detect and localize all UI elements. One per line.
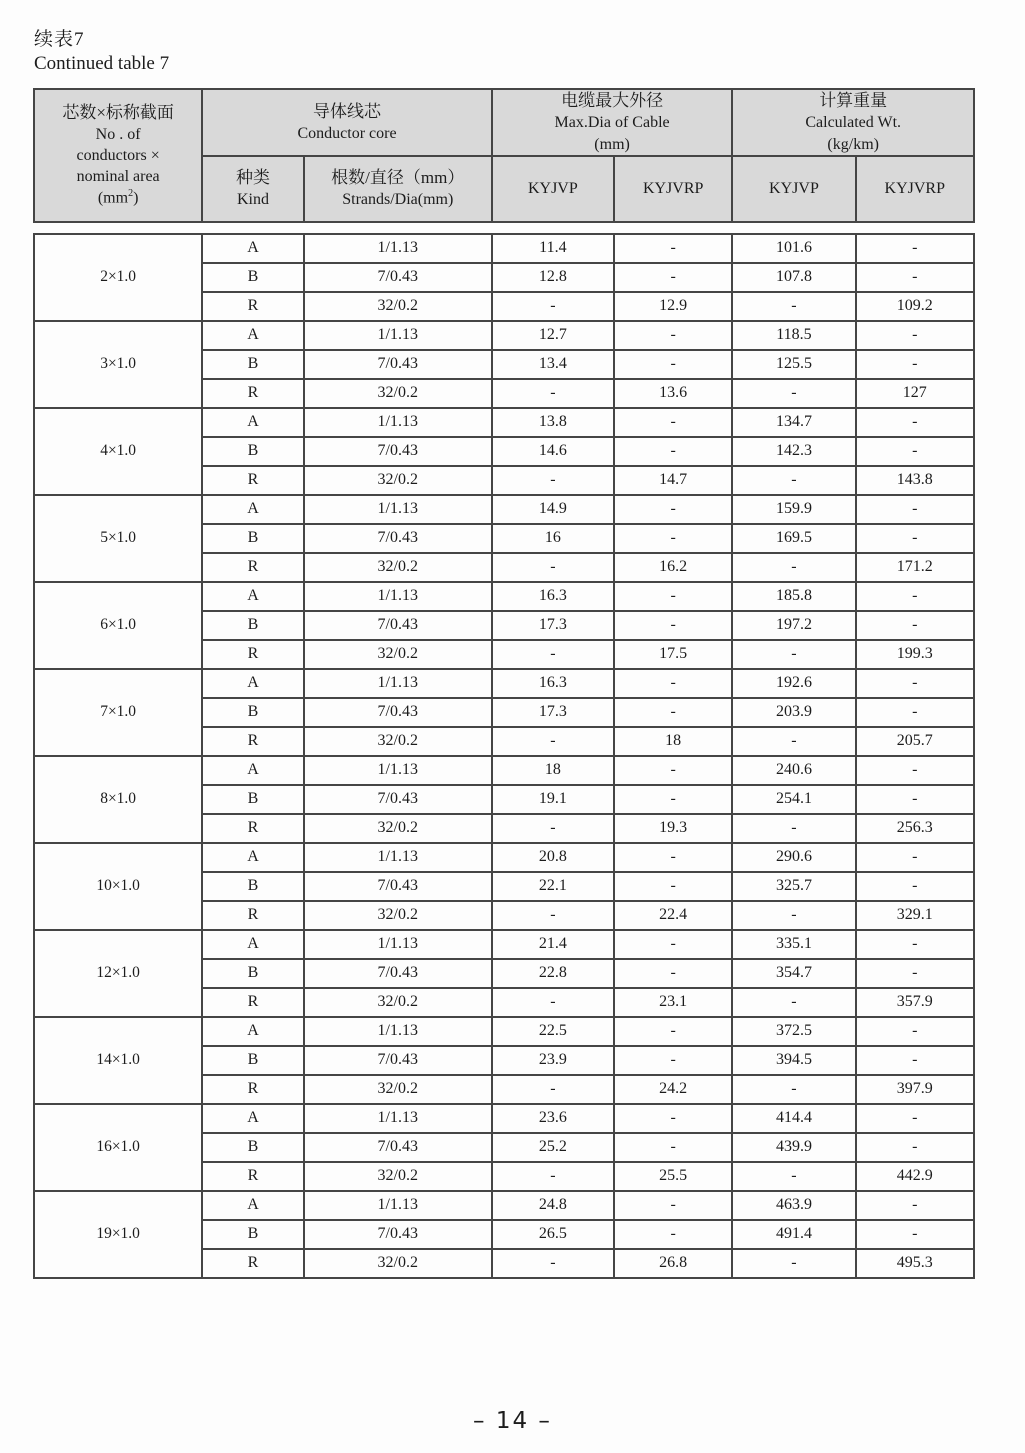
cell-kind: B [202,263,304,292]
spec-table [33,88,975,1279]
cell-wt-kyjvrp: - [856,321,974,350]
cell-dia-kyjvp: - [492,1249,614,1278]
cell-wt-kyjvp: 125.5 [732,350,855,379]
cell-wt-kyjvrp: - [856,959,974,988]
cell-wt-kyjvp: 463.9 [732,1191,855,1220]
cell-dia-kyjvp: 23.6 [492,1104,614,1133]
cell-dia-kyjvrp: - [614,843,732,872]
cell-wt-kyjvp: 107.8 [732,263,855,292]
cell-dia-kyjvrp: - [614,582,732,611]
cell-strands: 32/0.2 [304,1249,492,1278]
cell-wt-kyjvp: 335.1 [732,930,855,959]
header-kind-en: Kind [237,191,269,209]
cell-wt-kyjvp: - [732,901,855,930]
cell-strands: 1/1.13 [304,756,492,785]
header-kind [202,156,304,222]
cell-kind: R [202,1075,304,1104]
cell-dia-kyjvp: 24.8 [492,1191,614,1220]
cell-dia-kyjvp: - [492,727,614,756]
header-wt-kyjvp: KYJVP [732,156,855,222]
cell-kind: A [202,321,304,350]
cell-dia-kyjvrp: 17.5 [614,640,732,669]
header-conductor-core-en: Conductor core [297,124,397,142]
cell-wt-kyjvp: 290.6 [732,843,855,872]
cell-strands: 1/1.13 [304,1104,492,1133]
cell-wt-kyjvrp: 329.1 [856,901,974,930]
cell-wt-kyjvrp: - [856,1046,974,1075]
cell-strands: 32/0.2 [304,292,492,321]
cell-strands: 32/0.2 [304,988,492,1017]
cell-dia-kyjvrp: 22.4 [614,901,732,930]
cell-wt-kyjvp: 325.7 [732,872,855,901]
cell-wt-kyjvp: 414.4 [732,1104,855,1133]
page-titles [34,28,169,76]
cell-strands: 7/0.43 [304,350,492,379]
table-row [34,930,974,959]
cell-strands: 32/0.2 [304,553,492,582]
cell-dia-kyjvp: 26.5 [492,1220,614,1249]
header-strands [304,156,492,222]
header-max-dia-cn: 电缆最大外径 [561,91,664,110]
cell-strands: 1/1.13 [304,321,492,350]
cell-wt-kyjvp: 197.2 [732,611,855,640]
spec-table-body [33,233,975,1279]
cell-wt-kyjvp: - [732,640,855,669]
cell-wt-kyjvp: 203.9 [732,698,855,727]
cell-wt-kyjvrp: 171.2 [856,553,974,582]
cell-dia-kyjvp: 19.1 [492,785,614,814]
table-body [34,234,974,1278]
cell-kind: A [202,234,304,263]
cell-wt-kyjvrp: 256.3 [856,814,974,843]
cell-wt-kyjvrp: 397.9 [856,1075,974,1104]
cell-wt-kyjvrp: - [856,437,974,466]
cell-strands: 32/0.2 [304,1162,492,1191]
cell-dia-kyjvrp: - [614,611,732,640]
cell-wt-kyjvp: - [732,292,855,321]
cell-strands: 1/1.13 [304,408,492,437]
table-row [34,234,974,263]
cell-kind: B [202,1133,304,1162]
header-max-dia-en: Max.Dia of Cable [554,114,670,132]
cell-wt-kyjvp: - [732,988,855,1017]
cell-dia-kyjvp: 13.8 [492,408,614,437]
table-row [34,669,974,698]
cell-dia-kyjvrp: - [614,959,732,988]
cell-dia-kyjvrp: - [614,437,732,466]
header-conductors-area-en3: nominal area [76,168,160,186]
cell-strands: 32/0.2 [304,901,492,930]
cell-wt-kyjvrp: - [856,698,974,727]
cell-dia-kyjvp: - [492,553,614,582]
cell-wt-kyjvrp: - [856,669,974,698]
table-row [34,495,974,524]
cell-dia-kyjvp: 23.9 [492,1046,614,1075]
header-max-dia [492,89,733,156]
cell-wt-kyjvrp: - [856,1191,974,1220]
header-calc-wt-unit: (kg/km) [827,135,879,153]
cell-dia-kyjvp: 17.3 [492,698,614,727]
cell-strands: 7/0.43 [304,1133,492,1162]
cell-wt-kyjvrp: - [856,263,974,292]
cell-dia-kyjvrp: 19.3 [614,814,732,843]
cell-wt-kyjvp: 354.7 [732,959,855,988]
cell-dia-kyjvrp: 14.7 [614,466,732,495]
cell-wt-kyjvrp: 357.9 [856,988,974,1017]
header-strands-cn: 根数/直径（mm） [331,167,465,187]
cell-wt-kyjvrp: - [856,495,974,524]
group-label: 19×1.0 [34,1191,202,1278]
cell-dia-kyjvp: 16.3 [492,582,614,611]
cell-wt-kyjvp: 142.3 [732,437,855,466]
group-label: 4×1.0 [34,408,202,495]
cell-kind: R [202,1162,304,1191]
cell-strands: 1/1.13 [304,930,492,959]
cell-dia-kyjvp: 21.4 [492,930,614,959]
group-label: 12×1.0 [34,930,202,1017]
cell-dia-kyjvp: 13.4 [492,350,614,379]
title-chinese: 续表7 [34,29,85,50]
cell-kind: R [202,901,304,930]
group-label: 7×1.0 [34,669,202,756]
cell-dia-kyjvrp: - [614,1220,732,1249]
cell-dia-kyjvp: 14.6 [492,437,614,466]
cell-dia-kyjvrp: - [614,669,732,698]
cell-wt-kyjvp: 134.7 [732,408,855,437]
table-row [34,582,974,611]
header-conductors-area-en2: conductors × [76,147,160,165]
cell-kind: A [202,1017,304,1046]
group-label: 8×1.0 [34,756,202,843]
cell-dia-kyjvp: - [492,901,614,930]
group-label: 5×1.0 [34,495,202,582]
cell-kind: A [202,1191,304,1220]
cell-dia-kyjvrp: 26.8 [614,1249,732,1278]
cell-wt-kyjvrp: - [856,1133,974,1162]
cell-wt-kyjvrp: - [856,611,974,640]
cell-kind: B [202,350,304,379]
cell-wt-kyjvrp: - [856,1017,974,1046]
cell-kind: R [202,727,304,756]
cell-wt-kyjvp: 240.6 [732,756,855,785]
cell-dia-kyjvp: 18 [492,756,614,785]
cell-strands: 7/0.43 [304,1046,492,1075]
cell-wt-kyjvp: - [732,553,855,582]
cell-dia-kyjvp: 12.8 [492,263,614,292]
group-label: 10×1.0 [34,843,202,930]
cell-wt-kyjvp: 372.5 [732,1017,855,1046]
header-conductors-area [34,89,202,222]
cell-kind: B [202,959,304,988]
cell-kind: A [202,669,304,698]
cell-strands: 1/1.13 [304,234,492,263]
cell-kind: A [202,930,304,959]
cell-dia-kyjvp: 16 [492,524,614,553]
cell-dia-kyjvrp: 16.2 [614,553,732,582]
cell-dia-kyjvp: 20.8 [492,843,614,872]
cell-wt-kyjvrp: 199.3 [856,640,974,669]
cell-wt-kyjvrp: - [856,843,974,872]
cell-wt-kyjvp: 159.9 [732,495,855,524]
cell-dia-kyjvrp: - [614,1046,732,1075]
header-kind-cn: 种类 [236,167,270,187]
cell-strands: 32/0.2 [304,1075,492,1104]
cell-kind: B [202,437,304,466]
cell-kind: R [202,988,304,1017]
cell-wt-kyjvp: - [732,379,855,408]
cell-dia-kyjvp: - [492,466,614,495]
cell-wt-kyjvrp: 205.7 [856,727,974,756]
cell-wt-kyjvrp: - [856,582,974,611]
cell-strands: 7/0.43 [304,698,492,727]
cell-wt-kyjvrp: - [856,1104,974,1133]
cell-dia-kyjvrp: - [614,408,732,437]
cell-wt-kyjvp: 439.9 [732,1133,855,1162]
header-calc-wt [732,89,974,156]
header-strands-en: Strands/Dia(mm) [342,191,454,209]
cell-wt-kyjvp: 394.5 [732,1046,855,1075]
cell-kind: R [202,1249,304,1278]
cell-dia-kyjvrp: - [614,1017,732,1046]
table-row [34,843,974,872]
cell-dia-kyjvrp: - [614,698,732,727]
cell-dia-kyjvrp: - [614,930,732,959]
cell-wt-kyjvrp: - [856,524,974,553]
cell-strands: 1/1.13 [304,582,492,611]
cell-kind: B [202,1220,304,1249]
cell-wt-kyjvrp: - [856,350,974,379]
cell-dia-kyjvrp: 23.1 [614,988,732,1017]
cell-kind: A [202,756,304,785]
cell-strands: 7/0.43 [304,785,492,814]
cell-wt-kyjvp: - [732,1162,855,1191]
cell-kind: B [202,611,304,640]
cell-strands: 7/0.43 [304,263,492,292]
header-conductors-area-cn: 芯数×标称截面 [62,102,174,122]
header-dia-kyjvrp: KYJVRP [614,156,732,222]
cell-wt-kyjvp: 101.6 [732,234,855,263]
cell-strands: 7/0.43 [304,524,492,553]
cell-dia-kyjvrp: 13.6 [614,379,732,408]
cell-wt-kyjvrp: - [856,930,974,959]
cell-dia-kyjvp: - [492,379,614,408]
header-calc-wt-en: Calculated Wt. [805,114,902,132]
cell-dia-kyjvp: - [492,1162,614,1191]
cell-kind: R [202,292,304,321]
cell-wt-kyjvp: 254.1 [732,785,855,814]
cell-wt-kyjvrp: - [856,785,974,814]
cell-strands: 1/1.13 [304,1017,492,1046]
header-conductors-area-unit: $(mm^2)$ [97,188,139,207]
cell-dia-kyjvrp: - [614,234,732,263]
cell-dia-kyjvp: 12.7 [492,321,614,350]
cell-dia-kyjvrp: - [614,321,732,350]
cell-strands: 32/0.2 [304,379,492,408]
cell-kind: A [202,582,304,611]
cell-kind: B [202,524,304,553]
cell-strands: 1/1.13 [304,669,492,698]
cell-dia-kyjvp: 14.9 [492,495,614,524]
cell-strands: 7/0.43 [304,611,492,640]
cell-kind: A [202,408,304,437]
cell-wt-kyjvrp: 127 [856,379,974,408]
cell-wt-kyjvrp: - [856,408,974,437]
cell-dia-kyjvp: 11.4 [492,234,614,263]
cell-dia-kyjvrp: - [614,263,732,292]
cell-dia-kyjvp: - [492,640,614,669]
cell-wt-kyjvp: - [732,1249,855,1278]
cell-wt-kyjvp: - [732,466,855,495]
cell-wt-kyjvp: 118.5 [732,321,855,350]
header-conductor-core-cn: 导体线芯 [313,101,381,121]
cell-wt-kyjvrp: - [856,756,974,785]
cell-strands: 1/1.13 [304,1191,492,1220]
cell-wt-kyjvrp: 495.3 [856,1249,974,1278]
cell-dia-kyjvrp: - [614,495,732,524]
cell-dia-kyjvrp: - [614,872,732,901]
group-label: 2×1.0 [34,234,202,321]
cell-wt-kyjvrp: 143.8 [856,466,974,495]
cell-wt-kyjvrp: 442.9 [856,1162,974,1191]
cell-strands: 7/0.43 [304,872,492,901]
cell-kind: B [202,872,304,901]
cell-kind: B [202,785,304,814]
cell-kind: A [202,843,304,872]
cell-dia-kyjvrp: - [614,1133,732,1162]
cell-strands: 32/0.2 [304,727,492,756]
title-english: Continued table 7 [34,52,170,74]
table-row [34,1191,974,1220]
cell-dia-kyjvrp: 18 [614,727,732,756]
cell-wt-kyjvrp: - [856,872,974,901]
cell-kind: B [202,698,304,727]
cell-kind: R [202,814,304,843]
cell-strands: 7/0.43 [304,1220,492,1249]
cell-wt-kyjvp: 185.8 [732,582,855,611]
cell-strands: 7/0.43 [304,437,492,466]
cell-wt-kyjvp: 491.4 [732,1220,855,1249]
cell-dia-kyjvrp: - [614,350,732,379]
cell-dia-kyjvrp: 12.9 [614,292,732,321]
cell-kind: A [202,1104,304,1133]
header-conductors-area-en1: No . of [95,126,141,144]
group-label: 3×1.0 [34,321,202,408]
spec-table-header [33,88,975,223]
cell-dia-kyjvp: - [492,1075,614,1104]
cell-dia-kyjvrp: 24.2 [614,1075,732,1104]
group-label: 14×1.0 [34,1017,202,1104]
header-conductor-core [202,89,492,156]
table-row [34,756,974,785]
page-number: – 14 – [473,1408,552,1434]
cell-dia-kyjvp: - [492,292,614,321]
cell-kind: R [202,553,304,582]
cell-wt-kyjvrp: 109.2 [856,292,974,321]
cell-dia-kyjvp: - [492,814,614,843]
cell-strands: 32/0.2 [304,640,492,669]
header-calc-wt-cn: 计算重量 [819,91,888,110]
cell-strands: 32/0.2 [304,814,492,843]
cell-wt-kyjvp: - [732,1075,855,1104]
cell-kind: B [202,1046,304,1075]
group-label: 16×1.0 [34,1104,202,1191]
cell-wt-kyjvrp: - [856,234,974,263]
cell-dia-kyjvp: 16.3 [492,669,614,698]
cell-wt-kyjvrp: - [856,1220,974,1249]
cell-kind: R [202,466,304,495]
header-wt-kyjvrp: KYJVRP [856,156,974,222]
cell-dia-kyjvrp: - [614,785,732,814]
group-label: 6×1.0 [34,582,202,669]
cell-dia-kyjvp: 22.1 [492,872,614,901]
cell-kind: A [202,495,304,524]
cell-strands: 1/1.13 [304,843,492,872]
table-row [34,1017,974,1046]
cell-wt-kyjvp: 169.5 [732,524,855,553]
cell-dia-kyjvrp: - [614,524,732,553]
cell-dia-kyjvp: 22.8 [492,959,614,988]
cell-kind: R [202,379,304,408]
cell-dia-kyjvp: 17.3 [492,611,614,640]
table-row [34,321,974,350]
cell-wt-kyjvp: - [732,814,855,843]
cell-dia-kyjvrp: - [614,1191,732,1220]
cell-strands: 7/0.43 [304,959,492,988]
cell-wt-kyjvp: - [732,727,855,756]
cell-strands: 32/0.2 [304,466,492,495]
cell-kind: R [202,640,304,669]
table-row [34,408,974,437]
cell-dia-kyjvrp: - [614,756,732,785]
table-row [34,1104,974,1133]
cell-dia-kyjvrp: 25.5 [614,1162,732,1191]
cell-dia-kyjvp: 25.2 [492,1133,614,1162]
cell-dia-kyjvp: - [492,988,614,1017]
header-dia-kyjvp: KYJVP [492,156,614,222]
cell-strands: 1/1.13 [304,495,492,524]
cell-dia-kyjvrp: - [614,1104,732,1133]
header-max-dia-unit: (mm) [594,135,630,153]
cell-wt-kyjvp: 192.6 [732,669,855,698]
cell-dia-kyjvp: 22.5 [492,1017,614,1046]
